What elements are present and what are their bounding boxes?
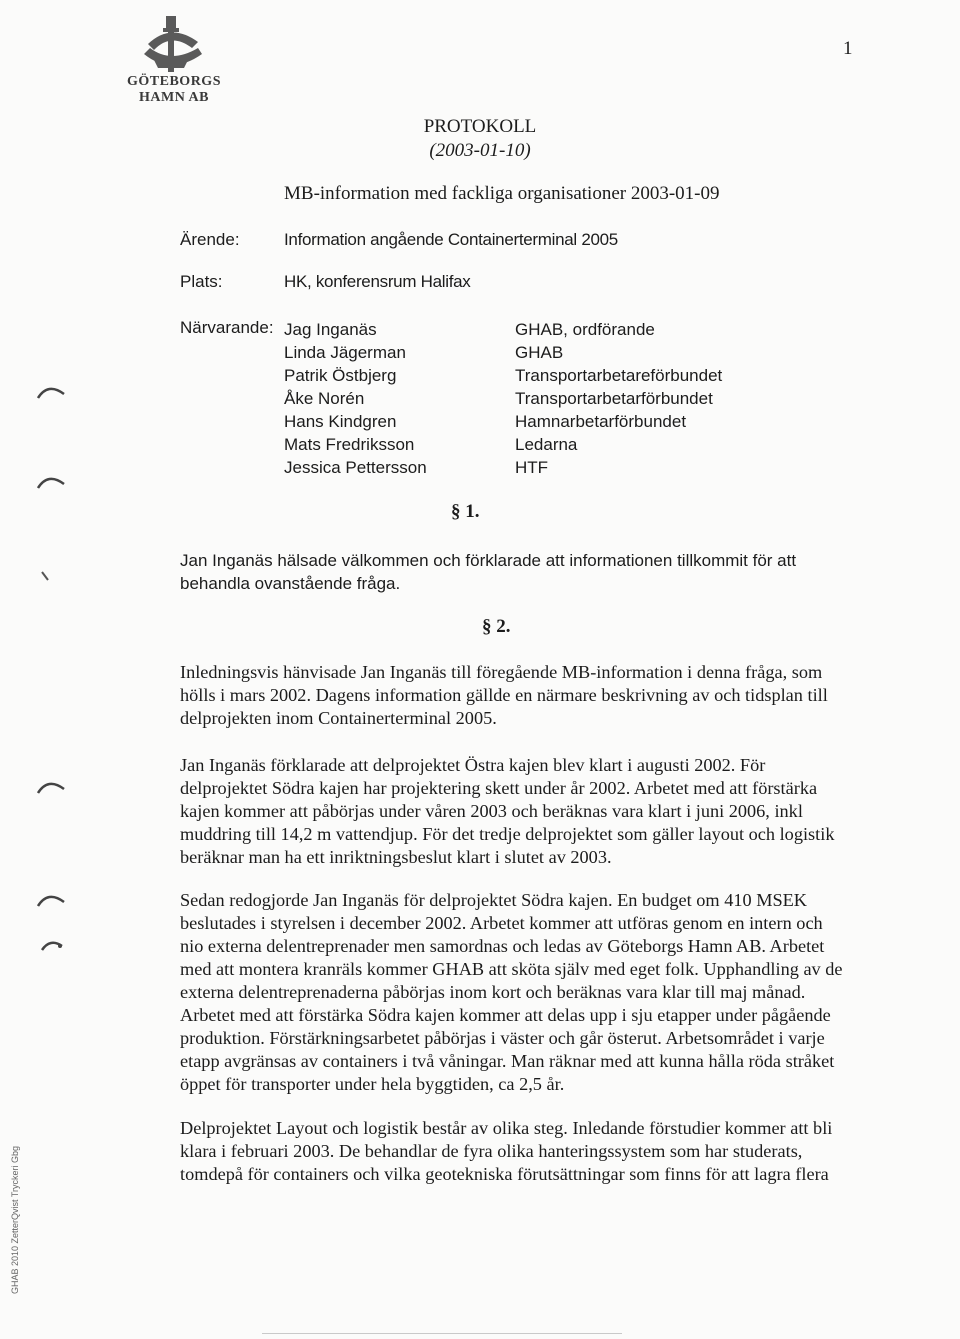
arende-value: Information angående Containerterminal 2005 [284,230,618,249]
attendee-org: HTF [515,458,549,477]
attendee-name: Linda Jägerman [284,343,406,362]
document-date: (2003-01-10) [429,140,531,161]
section-2-paragraph-3: Sedan redogjorde Jan Inganäs för delprojektet Södra kajen. En budget om 410 MSEK beslutades i styrelsen i december 2002. Arbetet kommer att utföras genom en intern och nio externa delentreprenader men samordnas och ledas av Göteborgs Hamn AB. Arbetet med att montera kranräls kommer GHAB att sköta själv med eget folk. Upphandling av de externa delentreprenaderna påbörjas inom kort och beräknas vara klar till maj månad. Arbetet med att förstärka Södra kajen kommer att delas upp i sju etapper under pågående produktion. Förstärkningsarbetet påbörjas i väster och går österut. Arbetsområdet i varje etapp avgränsas av containers i två våningar. Man räknar med att kunna hålla röda stråket öppet för transporter under hela byggtiden, ca 2,5 år. [180,890,843,1094]
attendee-names [284,318,427,479]
section-2-paragraph-2: Jan Inganäs förklarade att delprojektet Östra kajen blev klart i augusti 2002. För delprojektet Södra kajen har projektering skett under år 2002. Arbetet med att förstärka kajen kommer att påbörjas under våren 2003 och beräknas vara klart i juni 2006, inkl muddring till 14,2 m vattendjup. För det tredje delprojektet som gäller layout och logistik beräknar man ha ett inriktningsbeslut klart i slutet av 2003. [180,755,835,867]
attendee-name: Jessica Pettersson [284,458,427,477]
document-title: PROTOKOLL [423,116,537,137]
page-number: 1 [843,38,853,59]
attendee-org: GHAB, ordförande [515,320,655,339]
page-bottom-edge [262,1333,622,1334]
section-heading-2: § 2. [482,616,511,637]
attendee-organisations [515,318,722,479]
attendee-name: Jag Inganäs [284,320,377,339]
attendee-org: Transportarbetareförbundet [515,366,723,385]
printer-stamp [8,1126,22,1296]
attendee-org: Hamnarbetarförbundet [515,412,687,431]
plats-value: HK, konferensrum Halifax [284,272,471,291]
section-1-paragraph: Jan Inganäs hälsade välkommen och förklarade att informationen tillkommit för att behandla ovanstående fråga. [180,551,797,593]
attendees-label: Närvarande: [180,318,274,337]
binder-hole-mark-icon [34,380,68,402]
section-2-paragraph-4: Delprojektet Layout och logistik består av olika steg. Inledande förstudier kommer att bli klara i februari 2003. De behandlar de fyra olika hanteringssystem som har studerats, tomdepå för containers och vilka geotekniska förutsättningar som finns för att lagra flera [180,1118,833,1184]
attendee-name: Åke Norén [284,389,365,408]
section-heading-1: § 1. [451,501,480,522]
svg-text:GHAB 2010 ZetterQvist Tryckeri: GHAB 2010 ZetterQvist Tryckeri Gbg [10,1145,20,1294]
margin-speck-icon [40,570,50,582]
binder-hole-mark-icon [34,775,68,797]
binder-hole-mark-icon [38,936,66,954]
logo-text: GÖTEBORGS HAMN AB [127,74,221,105]
plats-label: Plats: [180,272,223,291]
attendee-name: Mats Fredriksson [284,435,415,454]
attendee-name: Patrik Östbjerg [284,366,397,385]
attendee-org: Ledarna [515,435,578,454]
attendee-name: Hans Kindgren [284,412,397,431]
binder-hole-mark-icon [34,470,68,492]
arende-label: Ärende: [180,230,240,249]
binder-hole-mark-icon [34,888,68,910]
attendee-org: GHAB [515,343,564,362]
attendee-org: Transportarbetarförbundet [515,389,713,408]
meeting-subject: MB-information med fackliga organisationer 2003-01-09 [284,183,720,204]
section-2-paragraph-1: Inledningsvis hänvisade Jan Inganäs till föregående MB-information i denna fråga, som hölls i mars 2002. Dagens information gällde en närmare beskrivning av och tidsplan till delprojekten inom Containerterminal 2005. [180,662,828,728]
